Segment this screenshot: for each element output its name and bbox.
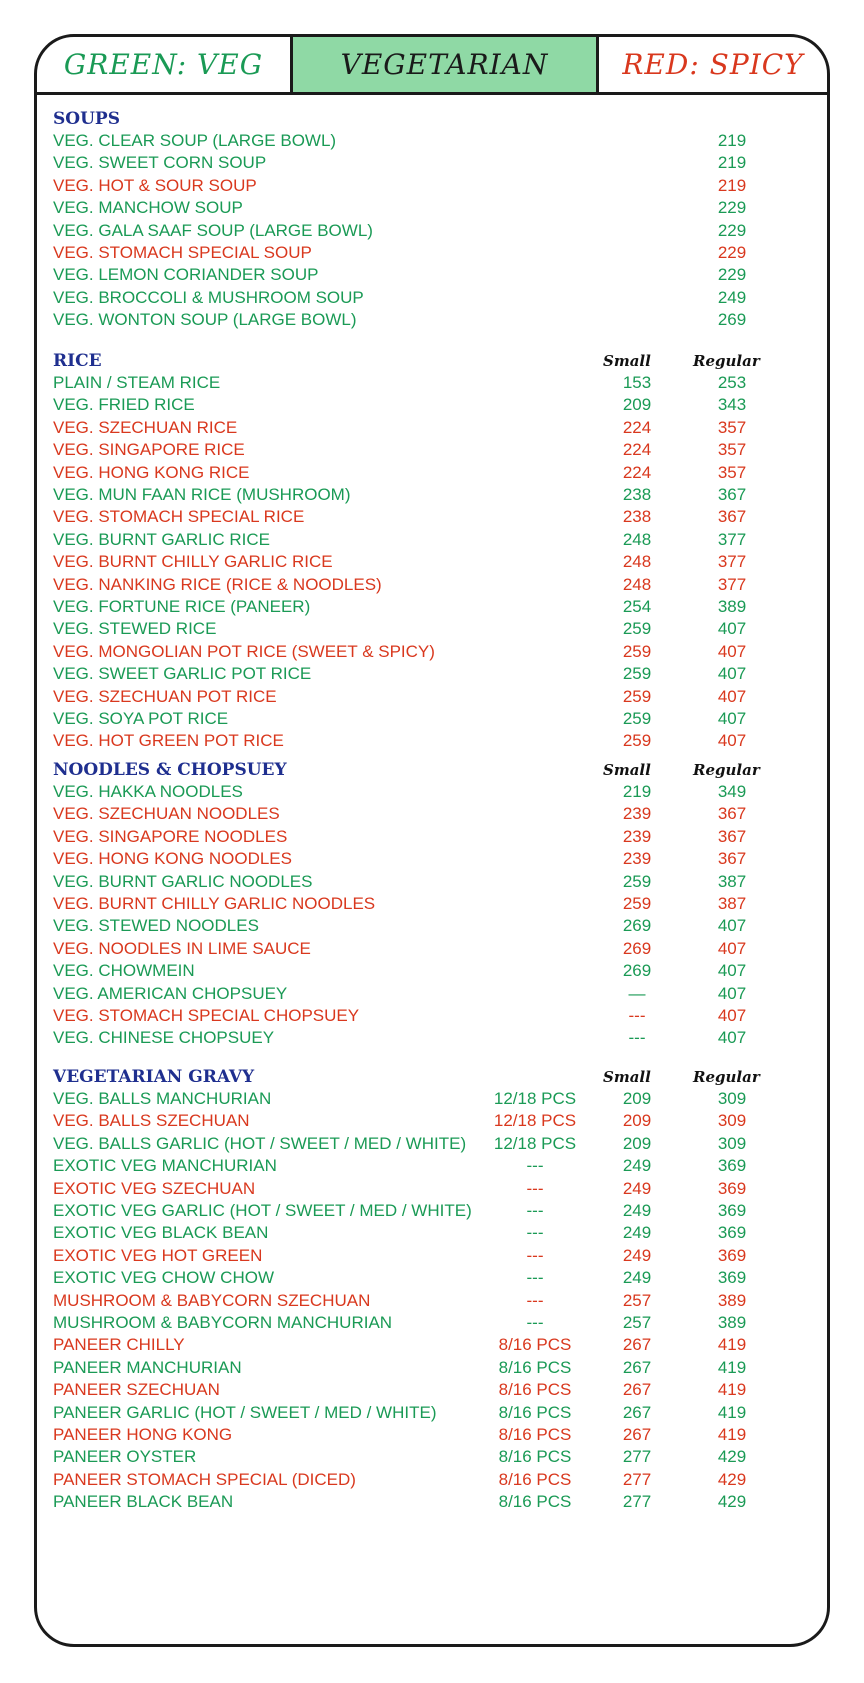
item-price-small: 277 (622, 1492, 652, 1512)
item-price-regular: 419 (717, 1335, 747, 1355)
item-pieces: --- (526, 1268, 544, 1288)
item-price-small: 254 (622, 597, 652, 616)
item-name: EXOTIC VEG GARLIC (HOT / SWEET / MED / WHITE) (53, 1201, 472, 1220)
menu-item (37, 438, 827, 462)
item-price-small: 249 (622, 1156, 652, 1176)
menu-item (37, 1026, 827, 1050)
menu-item (37, 1333, 827, 1357)
menu-item (37, 914, 827, 938)
item-pieces: --- (526, 1290, 544, 1310)
item-price-small: 209 (622, 1133, 652, 1153)
item-price-small: 259 (622, 871, 652, 891)
item-price-regular: 419 (717, 1357, 747, 1377)
item-price-small: --- (628, 1028, 646, 1048)
item-name: VEG. BURNT CHILLY GARLIC NOODLES (53, 894, 376, 913)
item-price-regular: 377 (717, 552, 747, 572)
item-price-small: 238 (622, 485, 652, 504)
item-price-small: 269 (622, 938, 652, 958)
menu-item (37, 1445, 827, 1469)
item-pieces: 8/16 PCS (498, 1335, 572, 1355)
menu-item (37, 371, 827, 395)
item-name: EXOTIC VEG HOT GREEN (53, 1245, 263, 1265)
item-name: PANEER CHILLY (53, 1335, 185, 1355)
item-pieces: 8/16 PCS (498, 1425, 572, 1444)
item-price-small: 153 (622, 373, 652, 392)
item-name: VEG. MUN FAAN RICE (MUSHROOM) (53, 485, 351, 504)
menu-card (34, 34, 830, 1647)
item-price-small: 224 (622, 440, 652, 460)
item-price-regular: 367 (717, 826, 747, 846)
item-price-small: 267 (622, 1335, 652, 1355)
item-price-small: 259 (622, 619, 652, 639)
menu-item (37, 959, 827, 983)
item-name: VEG. SOYA POT RICE (53, 709, 229, 728)
item-pieces: --- (526, 1178, 544, 1198)
item-name: VEG. HONG KONG NOODLES (53, 849, 292, 869)
item-name: VEG. MONGOLIAN POT RICE (SWEET & SPICY) (53, 641, 435, 661)
item-name: VEG. BALLS SZECHUAN (53, 1111, 250, 1131)
item-name: EXOTIC VEG MANCHURIAN (53, 1156, 277, 1176)
menu-title: VEGETARIAN (293, 37, 599, 92)
item-name: VEG. HAKKA NOODLES (53, 782, 243, 801)
item-price-small: — (628, 983, 646, 1003)
item-price-small: 248 (622, 552, 652, 572)
menu-item (37, 393, 827, 417)
item-name: VEG. CHOWMEIN (53, 961, 195, 981)
menu-item (37, 129, 827, 153)
menu-item (37, 1109, 827, 1133)
item-price-regular: 407 (717, 619, 747, 639)
item-price-small: 269 (622, 961, 652, 981)
item-price-regular: 309 (717, 1089, 747, 1108)
item-price-regular: 387 (717, 894, 747, 913)
item-price-regular: 229 (717, 198, 747, 218)
menu-item (37, 196, 827, 220)
item-price-regular: 429 (717, 1447, 747, 1467)
item-price-small: 277 (622, 1469, 652, 1489)
item-price-small: 277 (622, 1447, 652, 1467)
item-name: VEG. FRIED RICE (53, 395, 195, 415)
menu-item (37, 1490, 827, 1514)
item-price-small: 224 (622, 462, 652, 482)
menu-item (37, 662, 827, 686)
item-price-regular: 357 (717, 417, 747, 437)
item-price-regular: 269 (717, 310, 747, 330)
item-price-regular: 369 (717, 1223, 747, 1243)
column-head-regular: Regular (693, 1068, 760, 1086)
item-name: VEG. BROCCOLI & MUSHROOM SOUP (53, 287, 364, 307)
item-price-regular: 369 (717, 1178, 747, 1198)
item-pieces: 8/16 PCS (498, 1380, 572, 1400)
item-name: VEG. HOT GREEN POT RICE (53, 731, 284, 751)
item-name: EXOTIC VEG BLACK BEAN (53, 1223, 269, 1243)
item-price-regular: 369 (717, 1268, 747, 1288)
item-price-small: 209 (622, 395, 652, 415)
section-title: NOODLES & CHOPSUEY (53, 760, 287, 780)
menu-item (37, 1132, 827, 1156)
item-price-small: 239 (622, 826, 652, 846)
item-price-regular: 407 (717, 731, 747, 751)
item-name: VEG. BURNT CHILLY GARLIC RICE (53, 552, 333, 572)
section-title: SOUPS (53, 109, 120, 129)
menu-item (37, 1289, 827, 1313)
section-title: RICE (53, 351, 102, 371)
item-price-regular: 407 (717, 983, 747, 1003)
item-price-small: 239 (622, 849, 652, 869)
item-name: VEG. LEMON CORIANDER SOUP (53, 265, 319, 285)
item-price-regular: 229 (717, 220, 747, 240)
item-pieces: --- (526, 1313, 544, 1332)
item-name: VEG. SZECHUAN NOODLES (53, 804, 280, 824)
item-price-regular: 387 (717, 871, 747, 891)
item-price-small: 259 (622, 641, 652, 661)
item-pieces: --- (526, 1245, 544, 1265)
item-price-regular: 309 (717, 1133, 747, 1153)
item-price-regular: 429 (717, 1492, 747, 1512)
item-pieces: 8/16 PCS (498, 1447, 572, 1467)
item-price-regular: 229 (717, 265, 747, 285)
item-name: VEG. AMERICAN CHOPSUEY (53, 983, 288, 1003)
column-head-small: Small (603, 761, 651, 779)
item-name: MUSHROOM & BABYCORN SZECHUAN (53, 1290, 371, 1310)
item-price-regular: 367 (717, 507, 747, 527)
item-price-small: 267 (622, 1357, 652, 1377)
item-price-regular: 407 (717, 1006, 747, 1025)
column-head-small: Small (603, 352, 651, 370)
item-price-regular: 369 (717, 1245, 747, 1265)
menu-item (37, 1177, 827, 1201)
item-price-small: 259 (622, 686, 652, 706)
menu-item (37, 505, 827, 529)
item-pieces: 12/18 PCS (493, 1089, 577, 1108)
item-name: VEG. BALLS GARLIC (HOT / SWEET / MED / WHITE) (53, 1133, 467, 1153)
item-name: PANEER STOMACH SPECIAL (DICED) (53, 1469, 356, 1489)
item-price-small: 219 (622, 782, 652, 801)
item-name: EXOTIC VEG SZECHUAN (53, 1178, 256, 1198)
item-pieces: --- (526, 1223, 544, 1243)
item-name: VEG. SINGAPORE RICE (53, 440, 245, 460)
section-title: VEGETARIAN GRAVY (53, 1067, 255, 1087)
item-price-small: 248 (622, 574, 652, 594)
menu-item (37, 1311, 827, 1335)
item-name: PANEER OYSTER (53, 1447, 197, 1467)
item-name: VEG. NANKING RICE (RICE & NOODLES) (53, 574, 382, 594)
item-price-small: 257 (622, 1313, 652, 1332)
menu-item (37, 729, 827, 753)
item-price-regular: 219 (717, 175, 747, 195)
menu-item (37, 847, 827, 871)
item-price-regular: 343 (717, 395, 747, 415)
item-price-small: 259 (622, 709, 652, 728)
item-pieces: 12/18 PCS (493, 1133, 577, 1153)
item-price-regular: 229 (717, 243, 747, 262)
menu-item (37, 685, 827, 709)
item-price-regular: 389 (717, 1290, 747, 1310)
column-head-small: Small (603, 1068, 651, 1086)
item-price-regular: 253 (717, 373, 747, 392)
item-price-regular: 367 (717, 849, 747, 869)
item-price-regular: 429 (717, 1469, 747, 1489)
menu-item (37, 483, 827, 507)
menu-item (37, 617, 827, 641)
item-name: VEG. BURNT GARLIC NOODLES (53, 871, 313, 891)
item-price-regular: 389 (717, 1313, 747, 1332)
item-pieces: 8/16 PCS (498, 1357, 572, 1377)
item-price-small: 249 (622, 1178, 652, 1198)
menu-item (37, 802, 827, 826)
menu-item (37, 1401, 827, 1425)
item-price-regular: 419 (717, 1425, 747, 1444)
item-price-small: 249 (622, 1245, 652, 1265)
menu-item (37, 870, 827, 894)
item-price-small: 249 (622, 1201, 652, 1220)
menu-item (37, 892, 827, 916)
item-price-regular: 407 (717, 961, 747, 981)
menu-item (37, 595, 827, 619)
menu-item (37, 1221, 827, 1245)
menu-item (37, 263, 827, 287)
item-pieces: 8/16 PCS (498, 1469, 572, 1489)
item-price-regular: 367 (717, 804, 747, 824)
item-pieces: 8/16 PCS (498, 1492, 572, 1512)
item-price-small: 249 (622, 1268, 652, 1288)
item-pieces: 12/18 PCS (493, 1111, 577, 1131)
menu-item (37, 241, 827, 265)
item-price-small: 267 (622, 1380, 652, 1400)
item-price-small: 269 (622, 916, 652, 936)
item-name: VEG. CHINESE CHOPSUEY (53, 1028, 275, 1048)
item-price-regular: 349 (717, 782, 747, 801)
item-price-regular: 309 (717, 1111, 747, 1131)
item-price-regular: 219 (717, 131, 747, 150)
item-price-regular: 419 (717, 1380, 747, 1400)
menu-item (37, 1154, 827, 1178)
item-price-regular: 389 (717, 597, 747, 616)
item-pieces: 8/16 PCS (498, 1402, 572, 1422)
menu-item (37, 528, 827, 552)
item-price-small: 257 (622, 1290, 652, 1310)
item-name: PANEER MANCHURIAN (53, 1357, 242, 1377)
item-name: VEG. STEWED NOODLES (53, 916, 259, 936)
item-name: PANEER BLACK BEAN (53, 1492, 234, 1512)
item-price-small: 238 (622, 507, 652, 527)
item-price-small: 239 (622, 804, 652, 824)
legend-spicy: RED: SPICY (622, 48, 804, 81)
item-price-regular: 407 (717, 664, 747, 684)
item-name: VEG. SWEET CORN SOUP (53, 153, 267, 173)
menu-item (37, 550, 827, 574)
item-name: PANEER HONG KONG (53, 1425, 233, 1444)
item-price-small: 248 (622, 529, 652, 549)
item-price-small: 267 (622, 1425, 652, 1444)
item-price-small: 259 (622, 664, 652, 684)
menu-item (37, 461, 827, 485)
menu-item (37, 1356, 827, 1380)
item-price-small: 259 (622, 894, 652, 913)
column-head-regular: Regular (693, 352, 760, 370)
item-price-regular: 407 (717, 641, 747, 661)
menu-item (37, 1004, 827, 1028)
item-name: VEG. BALLS MANCHURIAN (53, 1089, 272, 1108)
item-price-regular: 407 (717, 1028, 747, 1048)
item-name: PLAIN / STEAM RICE (53, 373, 221, 392)
menu-item (37, 573, 827, 597)
menu-item (37, 174, 827, 198)
menu-item (37, 1087, 827, 1111)
item-price-regular: 419 (717, 1402, 747, 1422)
menu-item (37, 1468, 827, 1492)
menu-item (37, 151, 827, 175)
item-price-regular: 219 (717, 153, 747, 173)
item-price-regular: 407 (717, 709, 747, 728)
item-price-regular: 407 (717, 686, 747, 706)
item-price-small: --- (628, 1006, 646, 1025)
item-price-small: 267 (622, 1402, 652, 1422)
item-price-regular: 367 (717, 485, 747, 504)
item-pieces: --- (526, 1156, 544, 1176)
item-price-small: 209 (622, 1111, 652, 1131)
menu-item (37, 286, 827, 310)
item-name: VEG. STOMACH SPECIAL RICE (53, 507, 305, 527)
item-name: VEG. STOMACH SPECIAL SOUP (53, 243, 312, 262)
item-price-regular: 357 (717, 440, 747, 460)
menu-header (37, 37, 827, 95)
item-name: MUSHROOM & BABYCORN MANCHURIAN (53, 1313, 393, 1332)
item-name: VEG. FORTUNE RICE (PANEER) (53, 597, 311, 616)
item-name: VEG. WONTON SOUP (LARGE BOWL) (53, 310, 357, 330)
item-name: PANEER SZECHUAN (53, 1380, 220, 1400)
column-head-regular: Regular (693, 761, 760, 779)
item-price-small: 259 (622, 731, 652, 751)
menu-item (37, 937, 827, 961)
legend-veg: GREEN: VEG (37, 37, 293, 92)
menu-item (37, 1423, 827, 1447)
item-name: VEG. SINGAPORE NOODLES (53, 826, 288, 846)
item-name: VEG. MANCHOW SOUP (53, 198, 243, 218)
item-price-small: 224 (622, 417, 652, 437)
item-price-regular: 407 (717, 916, 747, 936)
item-name: VEG. SZECHUAN POT RICE (53, 686, 277, 706)
menu-item (37, 1244, 827, 1268)
menu-item (37, 982, 827, 1006)
item-price-regular: 377 (717, 529, 747, 549)
item-name: VEG. GALA SAAF SOUP (LARGE BOWL) (53, 220, 373, 240)
item-name: VEG. SWEET GARLIC POT RICE (53, 664, 312, 684)
item-price-regular: 377 (717, 574, 747, 594)
menu-item (37, 640, 827, 664)
item-name: VEG. CLEAR SOUP (LARGE BOWL) (53, 131, 337, 150)
item-price-small: 249 (622, 1223, 652, 1243)
menu-item (37, 308, 827, 332)
item-name: VEG. NOODLES IN LIME SAUCE (53, 938, 311, 958)
menu-item (37, 780, 827, 804)
item-price-regular: 369 (717, 1156, 747, 1176)
menu-item (37, 219, 827, 243)
item-name: VEG. HOT & SOUR SOUP (53, 175, 257, 195)
item-price-regular: 369 (717, 1201, 747, 1220)
menu-item (37, 825, 827, 849)
item-name: VEG. STOMACH SPECIAL CHOPSUEY (53, 1006, 360, 1025)
menu-item (37, 1378, 827, 1402)
menu-item (37, 1199, 827, 1223)
item-name: VEG. STEWED RICE (53, 619, 217, 639)
item-name: VEG. BURNT GARLIC RICE (53, 529, 270, 549)
item-name: VEG. SZECHUAN RICE (53, 417, 238, 437)
menu-item (37, 707, 827, 731)
item-pieces: --- (526, 1201, 544, 1220)
item-name: VEG. HONG KONG RICE (53, 462, 250, 482)
item-price-regular: 357 (717, 462, 747, 482)
item-price-regular: 249 (717, 287, 747, 307)
menu-item (37, 1266, 827, 1290)
menu-item (37, 416, 827, 440)
item-name: EXOTIC VEG CHOW CHOW (53, 1268, 274, 1288)
item-name: PANEER GARLIC (HOT / SWEET / MED / WHITE) (53, 1402, 437, 1422)
item-price-small: 209 (622, 1089, 652, 1108)
item-price-regular: 407 (717, 938, 747, 958)
